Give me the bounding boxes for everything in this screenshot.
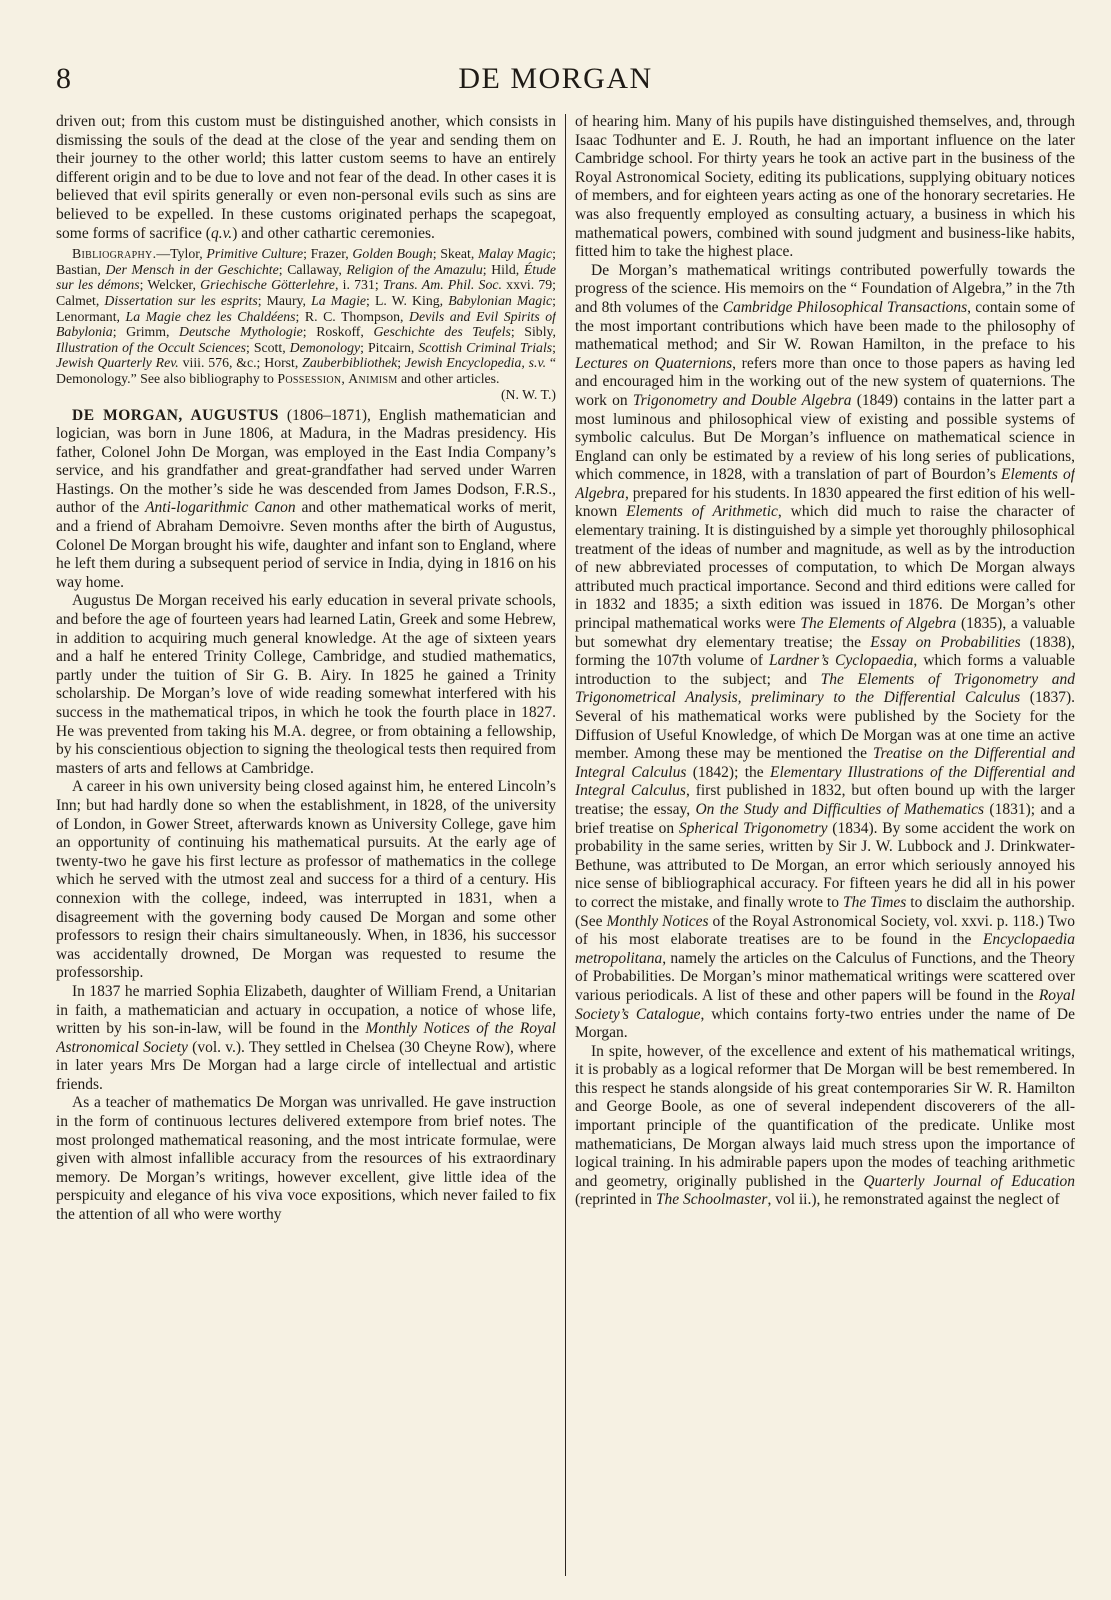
text-run: and other mathematical works of merit, and a friend of Abraham Demoivre. Seven months after the birth of Augustus, Colonel De Morgan brought his wife, daughter and infant son to England, where he left them during a subsequent period of service in India, dying in 1816 on his way home.: [56, 499, 556, 591]
text-run: , vol ii.), he remonstrated against the neglect of: [767, 1191, 1060, 1209]
text-run: ; Skeat,: [432, 246, 478, 262]
text-run: (1831); and a brief treatise on: [575, 800, 1075, 837]
italic-title: Devils and Evil Spirits of Babylonia: [56, 308, 556, 340]
italic-title: Der Mensch in der Geschichte: [105, 261, 279, 277]
text-run: (reprinted in: [575, 1191, 656, 1209]
italic-title: Elementary Illustrations of the Differential and Integral Calculus: [575, 763, 1075, 800]
entry-heading: DE MORGAN, AUGUSTUS: [72, 406, 279, 424]
page-number: 8: [56, 62, 71, 95]
italic-title: Deutsche Mythologie: [179, 324, 303, 340]
text-run: ; R. C. Thompson,: [295, 308, 409, 324]
italic-title: Trigonometry and Double Algebra: [632, 391, 852, 409]
italic-title: Spherical Trigonometry: [678, 819, 828, 837]
italic-title: Lectures on Quaternions: [575, 354, 733, 372]
text-run: (1837). Several of his mathematical works were published by the Society for the Diffusion of Useful Knowledge, of which De Morgan was at one time an active member. Among these may be mentioned the: [575, 689, 1075, 763]
text-run: (1835), a valuable but somewhat dry elementary treatise; the: [575, 615, 1075, 651]
italic-title: Religion of the Amazulu: [346, 261, 483, 277]
text-run: (1806–1871), English mathematician and logician, was born in June 1806, at Madura, in the Madras presidency. His father, Colonel John De Morgan, was employed in the East India Company’s service, and his grandfather and great-grandfather had served under Warren Hastings. On the mother’s side he was descended from James Dodson, F.R.S., author of the: [56, 406, 556, 517]
text-run: (vol. v.). They settled in Chelsea (30 Cheyne Row), where in later years Mrs De Morgan had a large circle of intellectual and artistic friends.: [56, 1038, 556, 1093]
italic-title: Dissertation sur les esprits: [104, 292, 258, 308]
italic-title: Monthly Notices of the Royal Astronomical Society: [56, 1020, 556, 1056]
text-run: ; Sibly,: [510, 324, 556, 340]
paragraph-teacher: As a teacher of mathematics De Morgan was unrivalled. He gave instruction in the form of continuous lectures delivered extempore from brief notes. The most prolonged mathematical reasoning, and the most intricate formulae, were given with almost infallible accuracy from the resources of his extraordinary memory. De Morgan’s writings, however excellent, give little idea of the perspicuity and elegance of his viva voce expositions, which never failed to fix the attention of all who were worthy: [56, 1094, 556, 1224]
italic-title: Cambridge Philosophical Transactions: [722, 298, 968, 316]
italic-title: Jewish Encyclopedia, s.v.: [404, 355, 547, 371]
text-run: viii. 576, &c.; Horst,: [178, 355, 303, 371]
text-run: , contain some of the most important contributions which have been made to the philosophy of mathematical method; and Sir W. Rowan Hamilton, in the preface to his: [575, 298, 1075, 354]
text-run: ; Welcker,: [139, 277, 201, 293]
text-run: (1842); the: [686, 763, 771, 781]
text-run: ;: [552, 339, 556, 355]
paragraph-writings: [575, 262, 1075, 1043]
italic-title: Monthly Notices: [606, 912, 709, 930]
italic-title: Jewish Quarterly Rev.: [56, 355, 179, 371]
cross-reference: Animism: [348, 370, 398, 386]
text-run: , which contains forty-two entries under the name of De Morgan.: [575, 1005, 1075, 1042]
text-run: “ Demonology.” See also bibliography to: [56, 355, 556, 386]
italic-title: Étude sur les démons: [56, 261, 556, 293]
cross-reference: Possession: [277, 370, 342, 386]
text-run: , i. 731;: [334, 277, 383, 293]
text-run: ,: [341, 370, 349, 386]
text-run: (1834). By some accident the work on probability in the same series, written by Sir J. W. Lubbock and J. Drinkwater-Bethune, was attributed to De Morgan, an error which seriously annoyed his nice sense of bibliographical accuracy. For fifteen years he did all in his power to correct the mistake, and finally wrote to: [575, 819, 1075, 911]
italic-title: Anti-logarithmic Canon: [145, 499, 296, 517]
paragraph-marriage: [56, 983, 556, 1095]
text-run: ; Frazer,: [303, 246, 353, 262]
text-run: , namely the articles on the Calculus of Functions, and the Theory of Probabilities. De Morgan’s minor mathematical writings were scattered over various periodicals. A list of these and other papers will be found in the: [575, 949, 1075, 1004]
italic-title: Zauberbibliothek: [302, 355, 398, 371]
italic-title: Malay Magic: [477, 246, 553, 262]
italic-title: On the Study and Difficulties of Mathematics: [695, 800, 985, 818]
italic-title: Elements of Algebra: [575, 466, 1075, 502]
text-run: to disclaim the authorship. (See: [575, 893, 1075, 930]
italic-title: Demonology: [289, 339, 361, 355]
text-run: (1849) contains in the latter part a most luminous and philosophical view of existing and possible systems of symbolic calculus. But De Morgan’s influence on mathematical science in England can only be estimated by a review of his long series of publications, which commence, in 1828, with a translation of part of Bourdon’s: [575, 391, 1075, 484]
text-run: ; Roskoff,: [302, 324, 374, 340]
running-head: DE MORGAN: [458, 62, 653, 95]
text-run: In spite, however, of the excellence and extent of his mathematical writings, it is probably as a logical reformer that De Morgan will be best remembered. In this respect he stands alongside of his great contemporaries Sir W. R. Hamilton and George Boole, as one of several independent discoverers of the all-important principle of the quantification of the predicate. Unlike most mathematicians, De Morgan always laid much stress upon the importance of logical training. In his admirable papers upon the modes of teaching arithmetic and geometry, originally published in the: [575, 1042, 1075, 1190]
text-run: ; Hild,: [482, 261, 524, 277]
right-column: [575, 113, 1075, 1578]
entry-paragraph: [56, 407, 556, 593]
text-run: ; Pitcairn,: [360, 339, 419, 355]
text-run: , which forms a valuable introduction to the subject; and: [575, 652, 1075, 688]
italic-title: Lardner’s Cyclopaedia: [768, 652, 914, 670]
italic-title: Scottish Criminal Trials: [418, 339, 553, 355]
text-run: ; Scott,: [245, 339, 290, 355]
italic-title: Essay on Probabilities: [870, 633, 1021, 651]
text-run: ; Maury,: [257, 292, 312, 308]
text-run: ;: [397, 355, 405, 371]
italic-title: Geschichte des Teufels: [373, 324, 511, 340]
italic-title: La Magie chez les Chaldéens: [125, 308, 296, 324]
continued-paragraph: driven out; from this custom must be distinguished another, which consists in dismissing the souls of the dead at the close of the year and sending them on their journey to the other world; this latter custom seems to have an entirely different origin and to be due to love and not fear of the dead. In other cases it is believed that evil spirits generally or even non-personal evils such as sins are believed to be expelled. In these customs originated perhaps the scapegoat, some forms of sacrifice (q.v.) and other cathartic ceremonies.: [56, 113, 556, 242]
italic-title: Treatise on the Differential and Integral Calculus: [575, 745, 1075, 781]
italic-title: Trans. Am. Phil. Soc.: [382, 277, 502, 293]
italic-title: The Schoolmaster: [655, 1191, 768, 1209]
italic-title: The Elements of Algebra: [800, 615, 957, 633]
text-run: , first published in 1832, but often bound up with the larger treatise; the essay,: [575, 782, 1075, 818]
italic-title: Griechische Götterlehre: [200, 277, 335, 293]
text-run: ; Callaway,: [278, 261, 347, 277]
text-run: ; Bastian,: [56, 246, 556, 277]
text-run: and other articles.: [397, 370, 500, 386]
text-run: ; Grimm,: [112, 324, 180, 340]
bibliography-label: Bibliography.: [72, 246, 157, 262]
italic-title: The Elements of Trigonometry and Trigonometrical Analysis, preliminary to the Differential Calculus: [575, 670, 1075, 707]
text-run: xxvi. 79; Calmet,: [56, 277, 556, 308]
text-run: of the Royal Astronomical Society, vol. xxvi. p. 118.) Two of his most elaborate treatises are to be found in the: [575, 912, 1075, 949]
bibliography: [56, 246, 556, 386]
italic-title: Royal Society’s Catalogue: [575, 986, 1075, 1023]
text-run: , which did much to raise the character of elementary training. It is distinguished by a simple yet thoroughly philosophical treatment of the ideas of number and magnitude, as well as by the introduction of new abbreviated processes of computation, to which De Morgan always attributed much practical importance. Second and third editions were called for in 1832 and 1835; a sixth edition was issued in 1876. De Morgan’s other principal mathematical works were: [575, 503, 1075, 633]
column-divider: [565, 114, 566, 1576]
italic-title: Encyclopaedia metropolitana: [575, 931, 1075, 967]
italic-title: Primitive Culture: [206, 246, 304, 262]
text-run: (1838), forming the 107th volume of: [575, 633, 1075, 670]
text-run: , refers more than once to those papers as having led and encouraged him in the working out of the new system of quaternions. The work on: [575, 354, 1075, 409]
text-run: ; Lenormant,: [56, 292, 556, 324]
italic-title: Babylonian Magic: [448, 292, 553, 308]
italic-title: The Times: [842, 893, 907, 911]
text-run: ; L. W. King,: [366, 292, 449, 308]
author-signature: (N. W. T.): [500, 386, 556, 402]
paragraph-logic: [575, 1043, 1075, 1210]
italic-title: La Magie: [311, 292, 367, 308]
text-run: , prepared for his students. In 1830 appeared the first edition of his well-known: [575, 484, 1075, 521]
text-run: —Tylor,: [156, 246, 207, 262]
italic-title: Quarterly Journal of Education: [863, 1172, 1075, 1190]
italic-title: Golden Bough: [352, 246, 433, 262]
paragraph-pupils: of hearing him. Many of his pupils have distinguished themselves, and, through Isaac Todhunter and E. J. Routh, he had an important influence on the later Cambridge school. For thirty years he took an active part in the business of the Royal Astronomical Society, editing its publications, supplying obituary notices of members, and for eighteen years acting as one of the honorary secretaries. He was also frequently employed as consulting actuary, a business in which his mathematical powers, combined with sound judgment and business-like habits, fitted him to take the highest place.: [575, 113, 1075, 261]
text-run: In 1837 he married Sophia Elizabeth, daughter of William Frend, a Unitarian in faith, a mathematician and actuary in occupation, a notice of whose life, written by his son-in-law, will be found in the: [56, 982, 556, 1038]
paragraph-career: A career in his own university being closed against him, he entered Lincoln’s Inn; but had hardly done so when the establishment, in 1828, of the university of London, in Gower Street, afterwards known as University College, gave him an opportunity of continuing his mathematical pursuits. At the early age of twenty-two he gave his first lecture as professor of mathematics in the college which he served with the utmost zeal and success for a third of a century. His connexion with the college, indeed, was interrupted in 1831, when a disagreement with the governing body caused De Morgan and some other professors to resign their chairs simultaneously. When, in 1836, his successor was accidentally drowned, De Morgan was requested to resume the professorship.: [56, 778, 556, 982]
italic-title: Elements of Arithmetic: [626, 503, 778, 521]
text-run: De Morgan’s mathematical writings contributed powerfully towards the progress of the science. His memoirs on the “ Foundation of Algebra,” in the 7th and 8th volumes of the: [575, 261, 1075, 316]
paragraph-education: Augustus De Morgan received his early education in several private schools, and before the age of fourteen years had learned Latin, Greek and some Hebrew, in addition to acquiring much general knowledge. At the age of sixteen years and a half he entered Trinity College, Cambridge, and studied mathematics, partly under the tuition of Sir G. B. Airy. In 1825 he gained a Trinity scholarship. De Morgan’s love of wide reading somewhat interfered with his success in the mathematical tripos, in which he took the fourth place in 1827. He was prevented from taking his M.A. degree, or from obtaining a fellowship, by his conscientious objection to signing the theological tests then required from masters of arts and fellows at Cambridge.: [56, 592, 556, 777]
italic-title: Illustration of the Occult Sciences: [56, 339, 246, 355]
left-column: [56, 113, 556, 1578]
